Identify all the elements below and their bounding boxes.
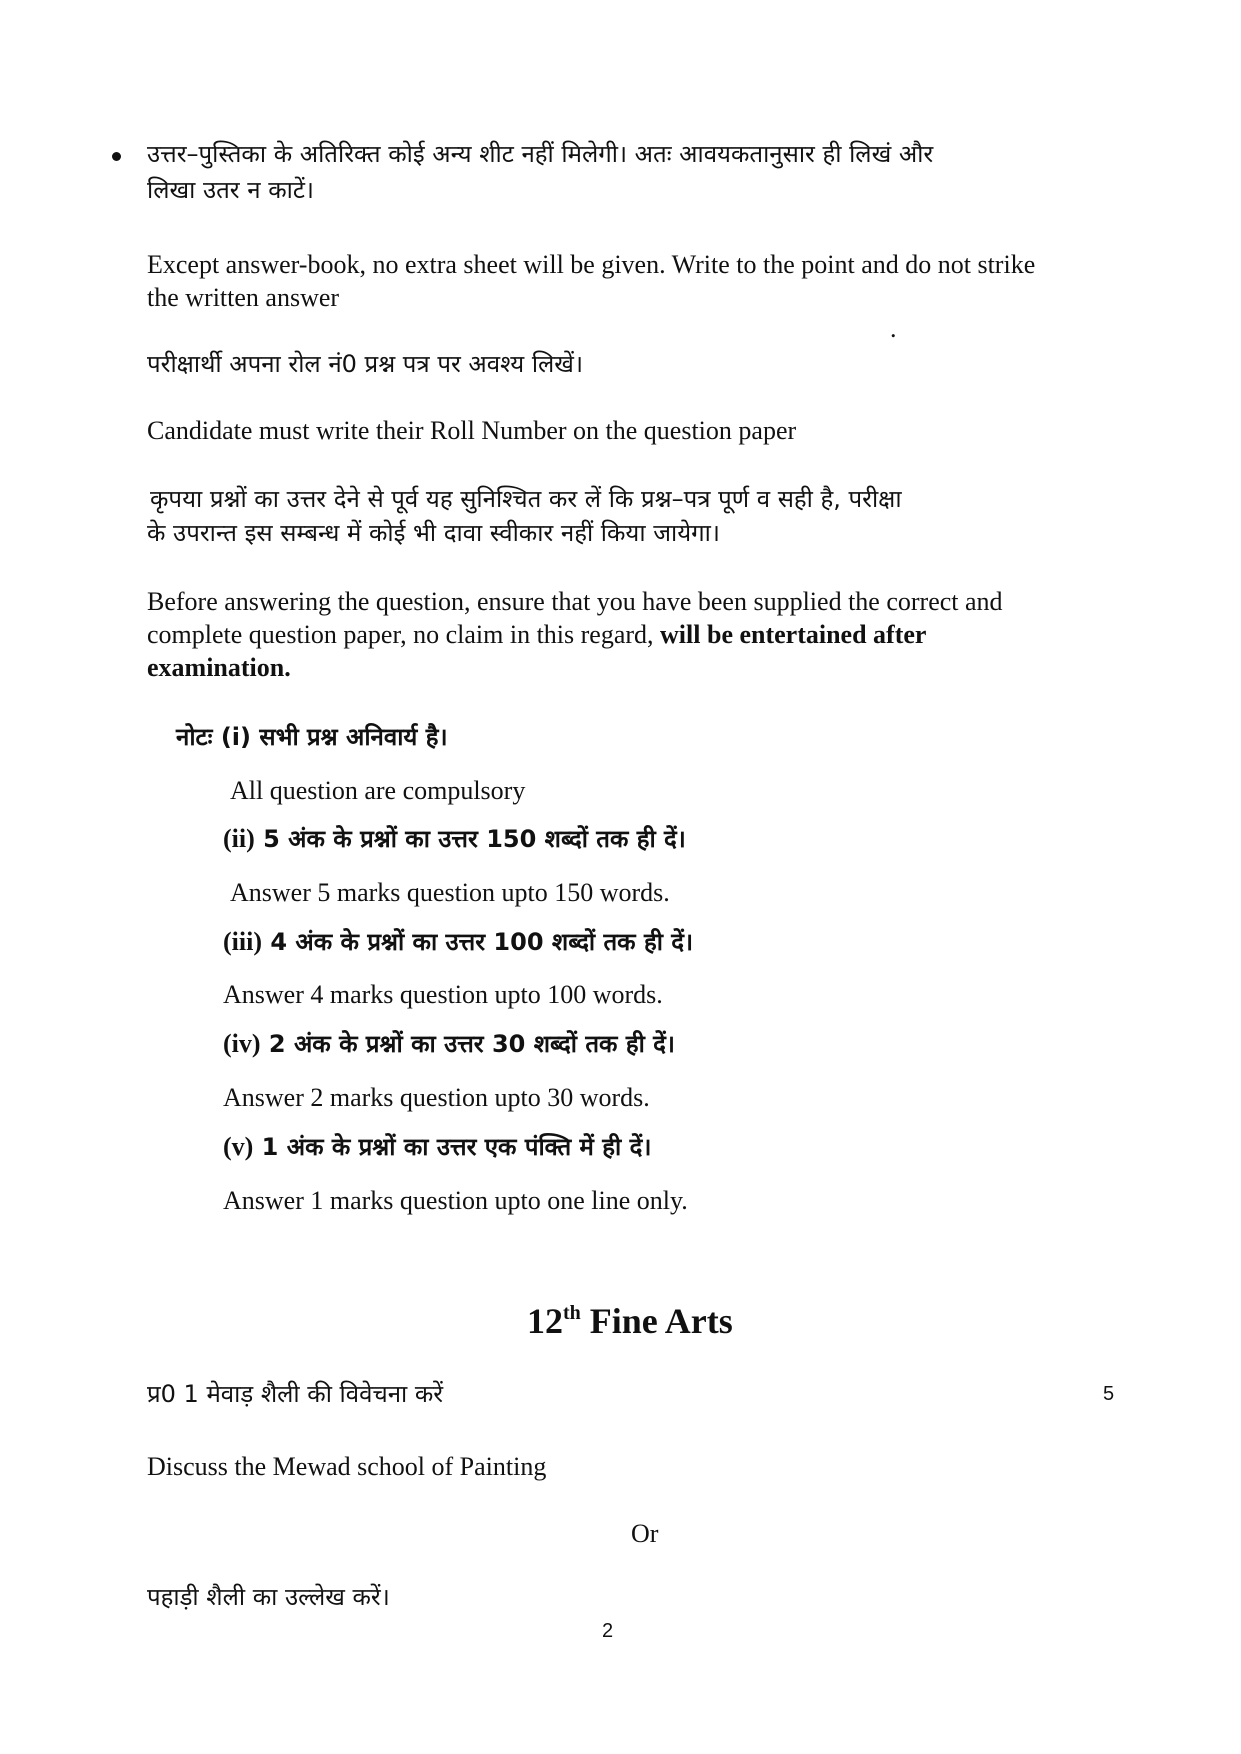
check-paper-hindi-line1: कृपया प्रश्नों का उत्तर देने से पूर्व यह सुनिश्चित कर लें कि प्रश्न–पत्र पूर्ण व सही है, परीक्षा (150, 485, 902, 513)
check-paper-english-line3: examination. (147, 653, 291, 682)
question-1-hindi: प्र0 1 मेवाड़ शैली की विवेचना करें (147, 1380, 444, 1408)
note-2-number: (ii) (223, 824, 255, 853)
title-suffix: th (563, 1302, 581, 1324)
answer-sheet-english-line1: Except answer-book, no extra sheet will be given. Write to the point and do not strike (147, 250, 1036, 279)
page-number: 2 (602, 1620, 614, 1642)
or-separator: Or (631, 1519, 659, 1548)
note-1-english: All question are compulsory (230, 776, 526, 805)
note-4-text: 2 अंक के प्रश्नों का उत्तर 30 शब्दों तक ही दें। (260, 1030, 675, 1058)
paper-title (527, 1300, 733, 1342)
bullet-icon (112, 152, 121, 161)
note-5-hindi (223, 1130, 651, 1164)
note-4-english: Answer 2 marks question upto 30 words. (223, 1083, 650, 1112)
check-paper-english-normal: complete question paper, no claim in this regard, (147, 620, 661, 649)
question-1-marks: 5 (1103, 1383, 1115, 1405)
check-paper-english-line2 (147, 618, 926, 651)
note-3-hindi (223, 925, 693, 959)
stray-dot: . (890, 314, 897, 343)
note-3-number: (iii) (223, 927, 262, 956)
note-2-english: Answer 5 marks question upto 150 words. (230, 878, 670, 907)
answer-sheet-hindi-line2: लिखा उतर न काटें। (147, 176, 315, 204)
answer-sheet-hindi-line1: उत्तर–पुस्तिका के अतिरिक्त कोई अन्य शीट नहीं मिलेगी। अतः आवयकतानुसार ही लिखं और (147, 140, 934, 168)
note-3-text: 4 अंक के प्रश्नों का उत्तर 100 शब्दों तक ही दें। (262, 928, 694, 956)
note-3-english: Answer 4 marks question upto 100 words. (223, 980, 663, 1009)
note-5-number: (v) (223, 1132, 254, 1161)
check-paper-english-line1: Before answering the question, ensure that you have been supplied the correct and (147, 587, 1003, 616)
note-4-hindi (223, 1027, 675, 1061)
note-1-hindi: नोटः (i) सभी प्रश्न अनिवार्य है। (176, 723, 448, 751)
question-1-alternate-hindi: पहाड़ी शैली का उल्लेख करें। (147, 1583, 390, 1611)
note-5-english: Answer 1 marks question upto one line only. (223, 1186, 688, 1215)
roll-number-english: Candidate must write their Roll Number on the question paper (147, 416, 797, 445)
note-4-number: (iv) (223, 1029, 261, 1058)
note-2-text: 5 अंक के प्रश्नों का उत्तर 150 शब्दों तक ही दें। (254, 825, 686, 853)
answer-sheet-english-line2: the written answer (147, 283, 340, 312)
note-2-hindi (223, 822, 686, 856)
question-1-english: Discuss the Mewad school of Painting (147, 1452, 547, 1481)
note-5-text: 1 अंक के प्रश्नों का उत्तर एक पंक्ति में ही दें। (253, 1133, 652, 1161)
check-paper-english-bold: will be entertained after (660, 620, 927, 649)
title-grade: 12 (527, 1301, 563, 1341)
title-subject: Fine Arts (580, 1301, 733, 1341)
roll-number-hindi: परीक्षार्थी अपना रोल नं0 प्रश्न पत्र पर अवश्य लिखें। (147, 350, 584, 378)
check-paper-hindi-line2: के उपरान्त इस सम्बन्ध में कोई भी दावा स्वीकार नहीं किया जायेगा। (147, 519, 720, 547)
